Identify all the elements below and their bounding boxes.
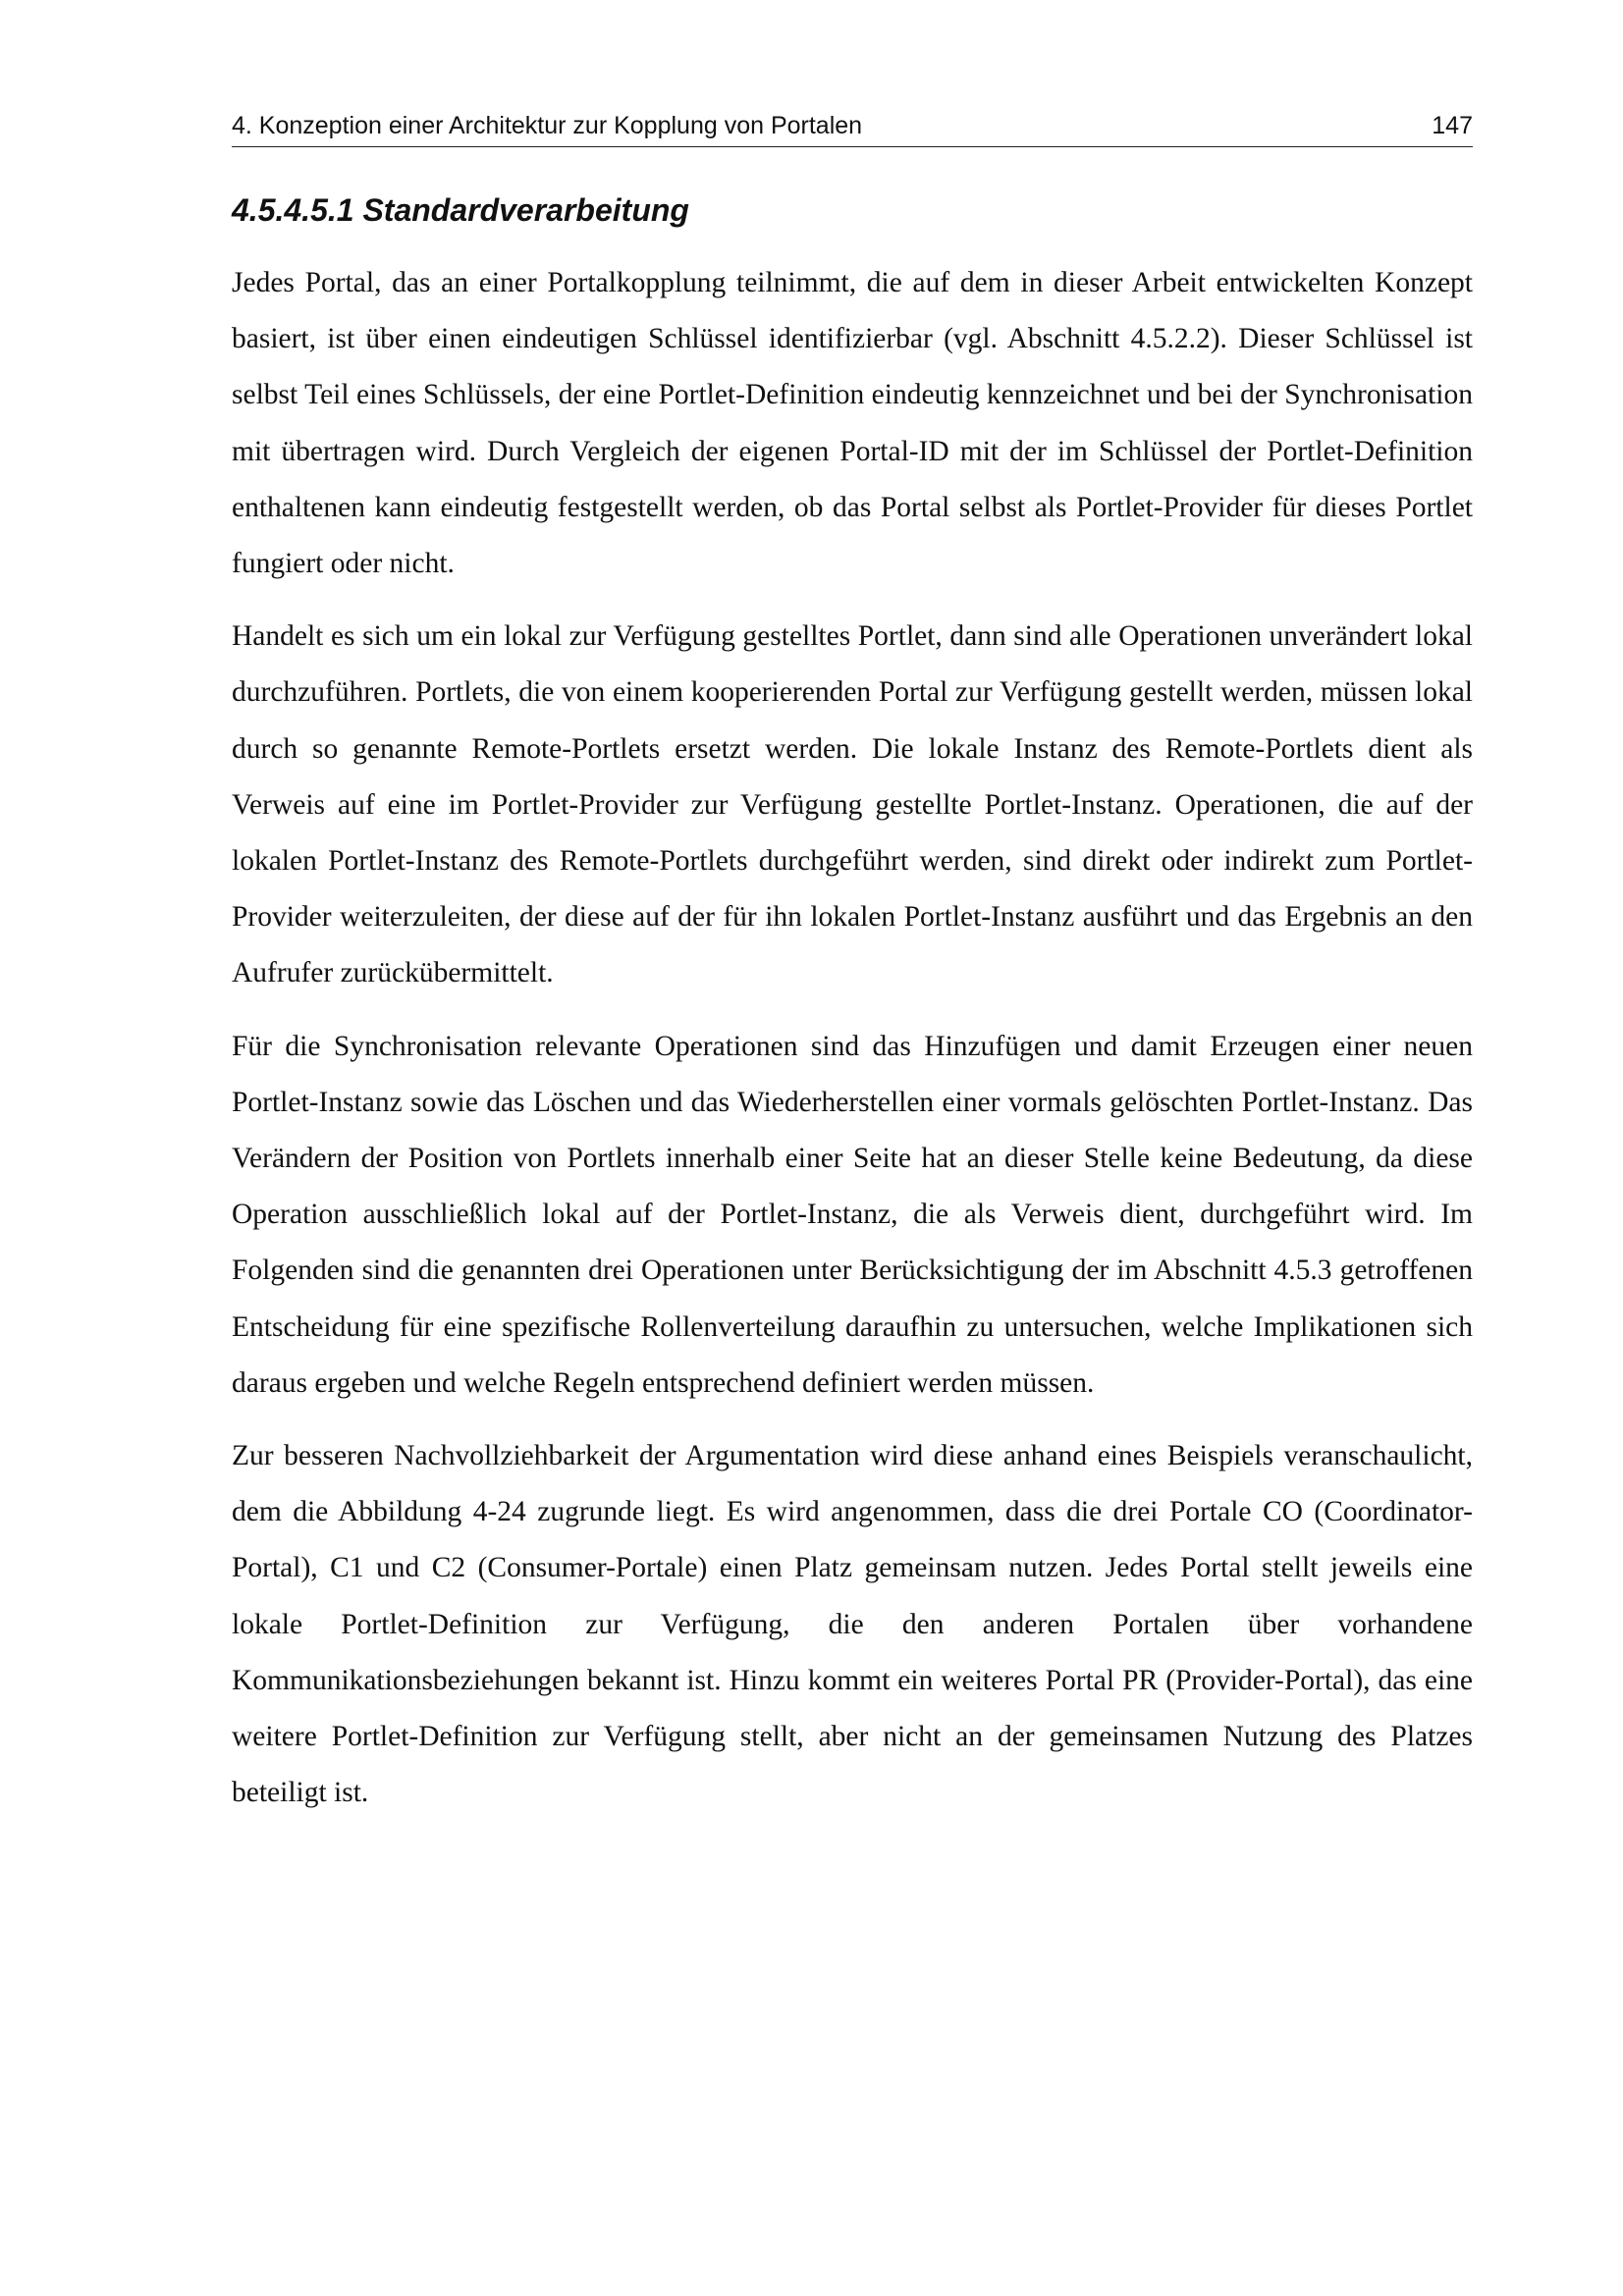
running-header bbox=[232, 110, 1473, 147]
page-number: 147 bbox=[1432, 112, 1473, 139]
body-text bbox=[232, 255, 1473, 1838]
paragraph: Zur besseren Nachvollziehbarkeit der Argumentation wird diese anhand eines Beispiels veranschaulicht, dem die Abbildung 4-24 zugrunde liegt. Es wird angenommen, dass die drei Portale CO (Coordinator-Portal), C1 und C2 (Consumer-Portale) einen Platz gemeinsam nutzen. Jedes Portal stellt jeweils eine lokale Portlet-Definition zur Verfügung, die den anderen Portalen über vorhandene Kommunikationsbeziehungen bekannt ist. Hinzu kommt ein weiteres Portal PR (Provider-Portal), das eine weitere Portlet-Definition zur Verfügung stellt, aber nicht an der gemeinsamen Nutzung des Platzes beteiligt ist. bbox=[232, 1440, 1473, 1809]
paragraph: Jedes Portal, das an einer Portalkopplung teilnimmt, die auf dem in dieser Arbeit entwickelten Konzept basiert, ist über einen eindeutigen Schlüssel identifizierbar (vgl. Abschnitt 4.5.2.2). Dieser Schlüssel ist selbst Teil eines Schlüssels, der eine Portlet-Definition eindeutig kennzeichnet und bei der Synchronisation mit übertragen wird. Durch Vergleich der eigenen Portal-ID mit der im Schlüssel der Portlet-Definition enthaltenen kann eindeutig festgestellt werden, ob das Portal selbst als Portlet-Provider für dieses Portlet fungiert oder nicht. bbox=[232, 267, 1473, 580]
paragraph: Für die Synchronisation relevante Operationen sind das Hinzufügen und damit Erzeugen einer neuen Portlet-Instanz sowie das Löschen und das Wiederherstellen einer vormals gelöschten Portlet-Instanz. Das Verändern der Position von Portlets innerhalb einer Seite hat an dieser Stelle keine Bedeutung, da diese Operation ausschließlich lokal auf der Portlet-Instanz, die als Verweis dient, durchgeführt wird. Im Folgenden sind die genannten drei Operationen unter Berücksichtigung der im Abschnitt 4.5.3 getroffenen Entscheidung für eine spezifische Rollenverteilung daraufhin zu untersuchen, welche Implikationen sich daraus ergeben und welche Regeln entsprechend definiert werden müssen. bbox=[232, 1030, 1473, 1399]
section-heading: 4.5.4.5.1 Standardverarbeitung bbox=[232, 192, 689, 228]
chapter-title: 4. Konzeption einer Architektur zur Kopplung von Portalen bbox=[232, 112, 863, 139]
paragraph: Handelt es sich um ein lokal zur Verfügung gestelltes Portlet, dann sind alle Operationen unverändert lokal durchzuführen. Portlets, die von einem kooperierenden Portal zur Verfügung gestellt werden, müssen lokal durch so genannte Remote-Portlets ersetzt werden. Die lokale Instanz des Remote-Portlets dient als Verweis auf eine im Portlet-Provider zur Verfügung gestellte Portlet-Instanz. Operationen, die auf der lokalen Portlet-Instanz des Remote-Portlets durchgeführt werden, sind direkt oder indirekt zum Portlet-Provider weiterzuleiten, der diese auf der für ihn lokalen Portlet-Instanz ausführt und das Ergebnis an den Aufrufer zurückübermittelt. bbox=[232, 620, 1473, 989]
